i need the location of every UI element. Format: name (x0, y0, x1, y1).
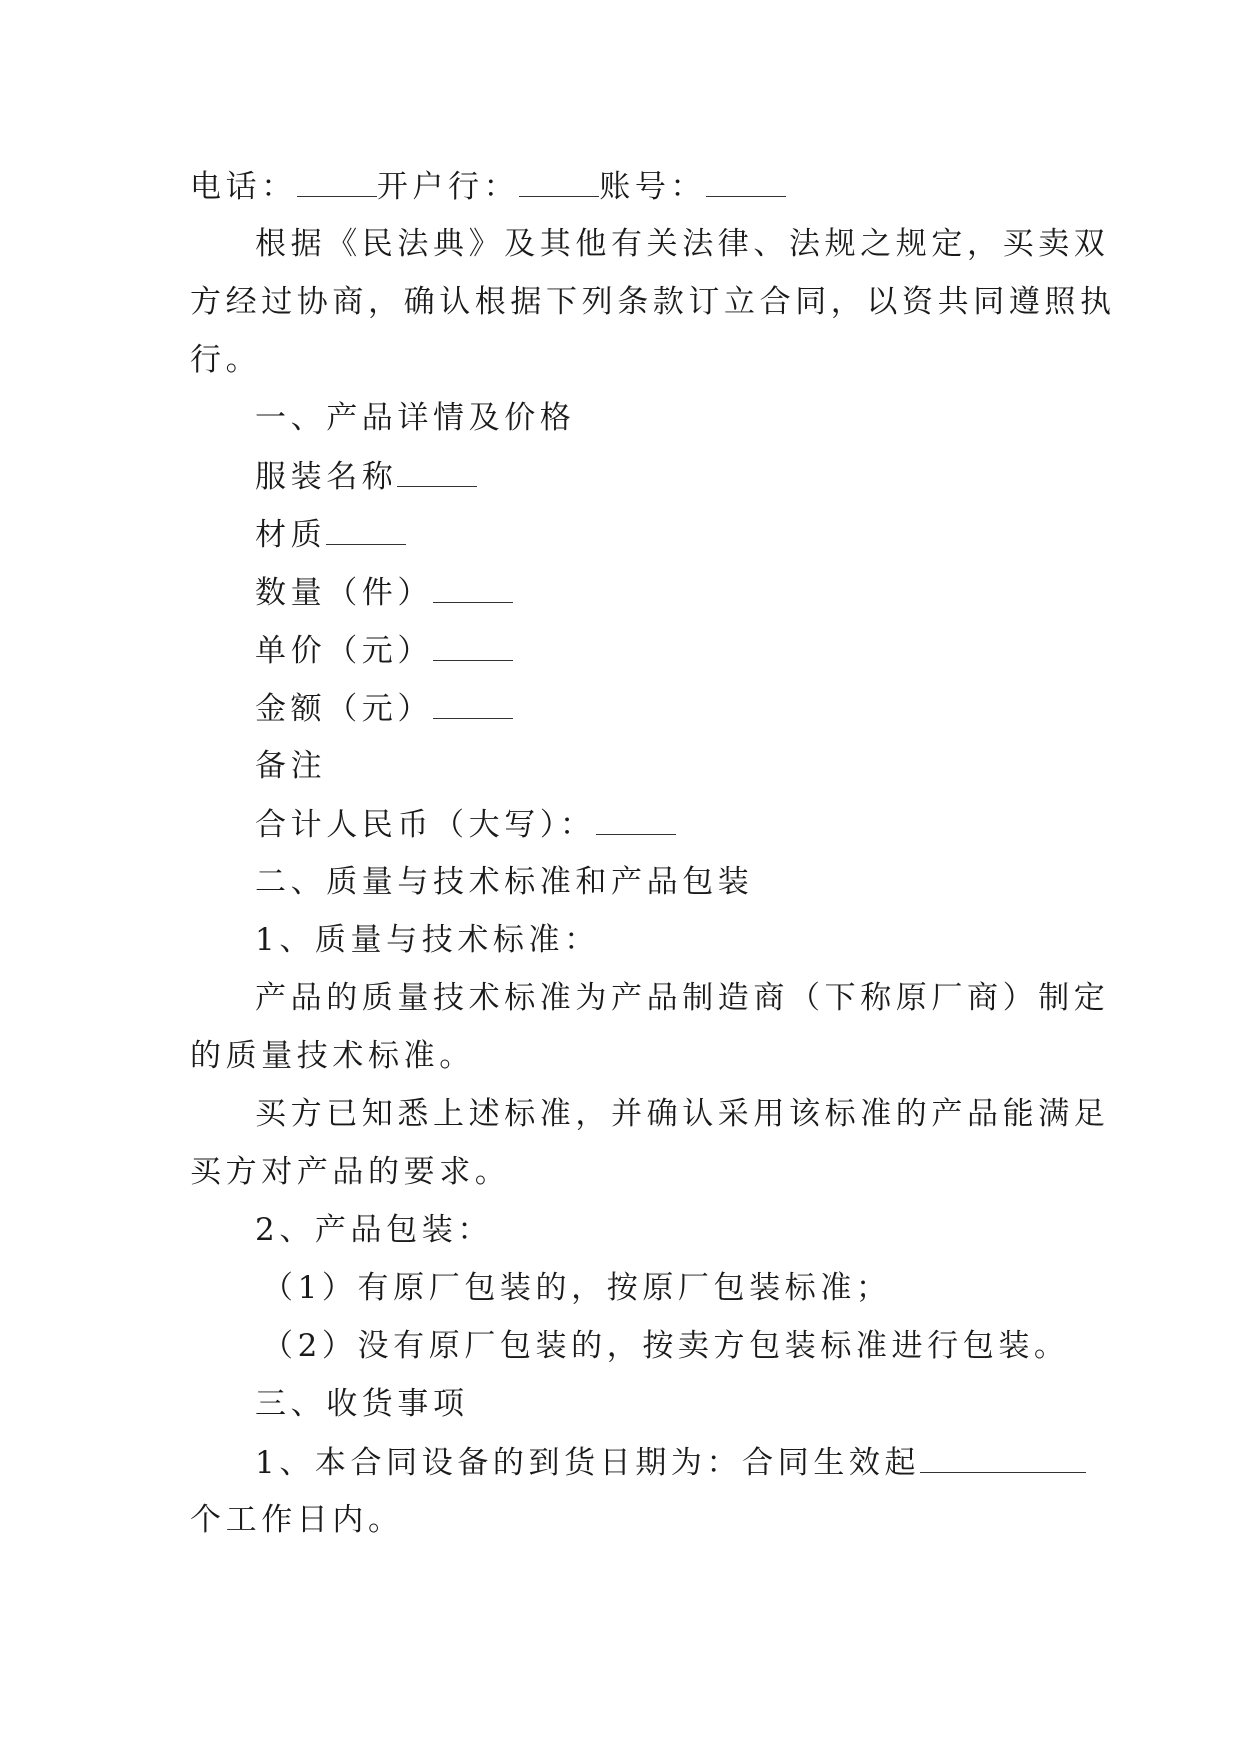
field-unit-price-blank (433, 630, 513, 661)
delivery-item-1-line-1 (255, 1442, 1115, 1483)
intro-paragraph-line-1: 根据《民法典》及其他有关法律、法规之规定，买卖双 (255, 226, 1110, 262)
section-3-title: 三、收货事项 (255, 1386, 469, 1422)
phone-label: 电话： (190, 169, 297, 205)
account-blank (706, 166, 786, 197)
contact-line (190, 166, 1050, 207)
field-material-blank (326, 514, 406, 545)
field-clothing-name-label: 服装名称 (255, 459, 398, 495)
field-quantity (255, 572, 1115, 613)
field-unit-price-label: 单价（元） (255, 633, 433, 669)
phone-blank (297, 166, 377, 197)
buyer-acknowledge-paragraph-line-2: 买方对产品的要求。 (190, 1154, 511, 1190)
field-quantity-label: 数量（件） (255, 575, 433, 611)
buyer-acknowledge-paragraph-line-1: 买方已知悉上述标准，并确认采用该标准的产品能满足 (255, 1096, 1110, 1132)
intro-paragraph-line-2: 方经过协商，确认根据下列条款订立合同，以资共同遵照执 (190, 284, 1116, 320)
field-clothing-name-blank (397, 456, 477, 487)
field-clothing-name (255, 456, 1115, 497)
field-total-rmb (255, 804, 1115, 845)
account-label: 账号： (599, 169, 707, 205)
field-total-rmb-label: 合计人民币（大写）： (255, 807, 596, 843)
field-amount-label: 金额（元） (255, 691, 433, 727)
bank-label: 开户行： (376, 169, 520, 205)
section-2-sub-2-title: 2、产品包装： (255, 1212, 493, 1248)
field-total-rmb-blank (596, 804, 676, 835)
packaging-item-2: （2）没有原厂包装的，按卖方包装标准进行包装。 (262, 1328, 1070, 1364)
delivery-days-blank (920, 1442, 1086, 1473)
field-amount (255, 688, 1115, 729)
section-2-sub-1-title: 1、质量与技术标准： (255, 922, 600, 958)
field-material-label: 材质 (255, 517, 327, 553)
quality-standard-paragraph-line-2: 的质量技术标准。 (190, 1038, 475, 1074)
field-unit-price (255, 630, 1115, 671)
quality-standard-paragraph-line-1: 产品的质量技术标准为产品制造商（下称原厂商）制定 (255, 980, 1110, 1016)
field-remark: 备注 (255, 748, 327, 784)
field-amount-blank (433, 688, 513, 719)
section-2-title: 二、质量与技术标准和产品包装 (255, 864, 754, 900)
field-quantity-blank (433, 572, 513, 603)
delivery-item-1-line-2: 个工作日内。 (190, 1502, 404, 1538)
delivery-date-label: 1、本合同设备的到货日期为：合同生效起 (255, 1445, 921, 1481)
packaging-item-1: （1）有原厂包装的，按原厂包装标准； (262, 1270, 892, 1306)
field-material (255, 514, 1115, 555)
intro-paragraph-line-3: 行。 (190, 342, 262, 378)
bank-blank (519, 166, 599, 197)
section-1-title: 一、产品详情及价格 (255, 400, 576, 436)
